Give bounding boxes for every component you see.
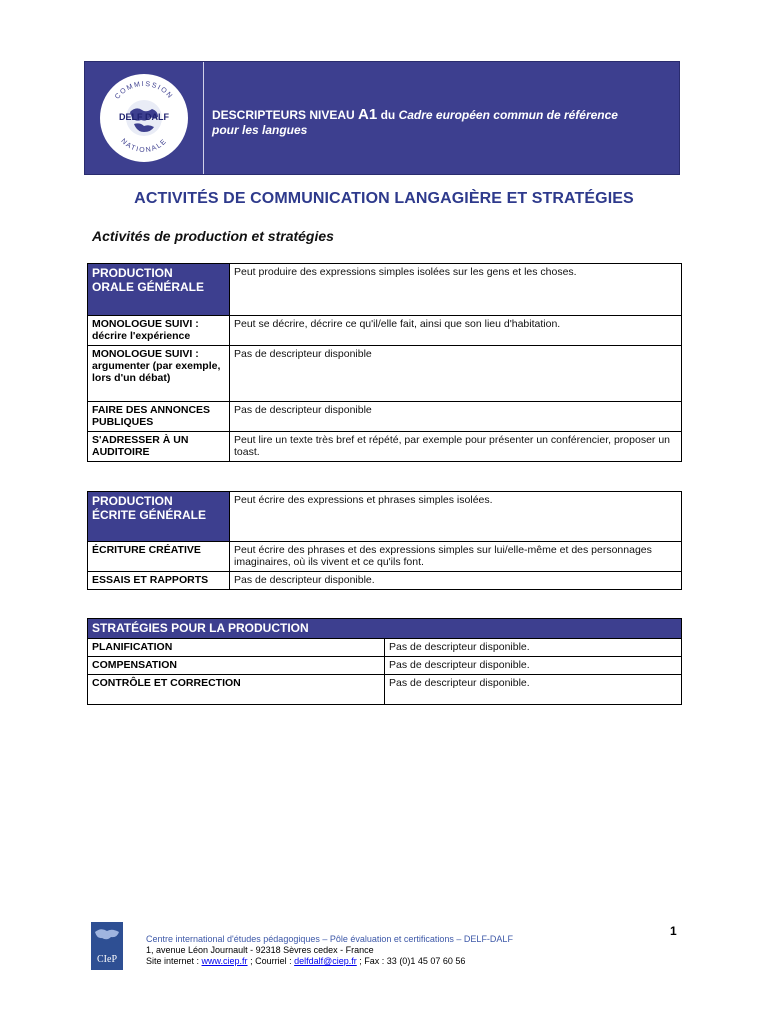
table-row: [88, 639, 682, 657]
table-head-desc: Peut produire des expressions simples isolées sur les gens et les choses.: [230, 264, 682, 316]
table-row: [88, 675, 682, 705]
row-desc: Pas de descripteur disponible: [230, 402, 682, 432]
row-label: ESSAIS ET RAPPORTS: [88, 572, 230, 590]
table-head-row: [88, 619, 682, 639]
row-desc: Pas de descripteur disponible.: [385, 639, 682, 657]
table-row: [88, 542, 682, 572]
svg-text:CIeP: CIeP: [97, 954, 117, 965]
svg-text:NATIONALE: NATIONALE: [119, 137, 169, 155]
table-row: [88, 346, 682, 402]
table-head-label: PRODUCTION ÉCRITE GÉNÉRALE: [88, 492, 230, 542]
footer-email-link[interactable]: delfdalf@ciep.fr: [294, 956, 357, 966]
footer-contact: Site internet : www.ciep.fr ; Courriel : delfdalf@ciep.fr ; Fax : 33 (0)1 45 07 60 56: [146, 956, 466, 966]
table-head-desc: Peut écrire des expressions et phrases simples isolées.: [230, 492, 682, 542]
footer-address: 1, avenue Léon Journault - 92318 Sèvres cedex - France: [146, 945, 374, 955]
row-label: MONOLOGUE SUIVI : argumenter (par exemple, lors d'un débat): [88, 346, 230, 402]
delf-dalf-logo: [100, 74, 188, 162]
row-desc: Peut écrire des phrases et des expressions simples sur lui/elle-même et des personnages imaginaires, où ils vivent et ce qu'ils font.: [230, 542, 682, 572]
table-row: [88, 402, 682, 432]
ciep-logo: [91, 922, 123, 970]
header-level: A1: [358, 106, 378, 123]
row-desc: Peut se décrire, décrire ce qu'il/elle fait, ainsi que son lieu d'habitation.: [230, 316, 682, 346]
row-desc: Peut lire un texte très bref et répété, par exemple pour présenter un conférencier, proposer un toast.: [230, 432, 682, 462]
row-label: MONOLOGUE SUIVI : décrire l'expérience: [88, 316, 230, 346]
row-label: CONTRÔLE ET CORRECTION: [88, 675, 385, 705]
header-cadre: Cadre européen commun de référence: [398, 108, 618, 122]
row-desc: Pas de descripteur disponible.: [385, 657, 682, 675]
page-number: 1: [670, 924, 677, 938]
table-strategies: [87, 618, 682, 705]
logo-cell: [85, 62, 204, 174]
svg-text:COMMISSION: COMMISSION: [113, 80, 175, 101]
table-head-row: [88, 264, 682, 316]
table-production-ecrite: [87, 491, 682, 590]
ciep-logo-icon: [91, 922, 123, 970]
row-label: PLANIFICATION: [88, 639, 385, 657]
row-label: S'ADRESSER À UN AUDITOIRE: [88, 432, 230, 462]
section-subtitle: Activités de production et stratégies: [92, 228, 334, 244]
table-row: [88, 572, 682, 590]
table-production-orale: [87, 263, 682, 462]
header-descriptor-label: DESCRIPTEURS NIVEAU: [212, 108, 355, 122]
table-head-label: STRATÉGIES POUR LA PRODUCTION: [88, 619, 682, 639]
header-langues: pour les langues: [212, 123, 308, 137]
globe-icon: [102, 76, 186, 160]
row-label: ÉCRITURE CRÉATIVE: [88, 542, 230, 572]
row-desc: Pas de descripteur disponible: [230, 346, 682, 402]
table-head-label: PRODUCTION ORALE GÉNÉRALE: [88, 264, 230, 316]
table-row: [88, 432, 682, 462]
svg-text:DELF DALF: DELF DALF: [119, 112, 169, 122]
row-desc: Pas de descripteur disponible.: [230, 572, 682, 590]
footer-site-link[interactable]: www.ciep.fr: [201, 956, 248, 966]
document-header: [84, 61, 680, 175]
table-row: [88, 657, 682, 675]
header-du: du: [380, 108, 396, 122]
footer-text: [146, 934, 513, 967]
table-head-row: [88, 492, 682, 542]
page-title: ACTIVITÉS DE COMMUNICATION LANGAGIÈRE ET STRATÉGIES: [134, 190, 634, 207]
footer-org: Centre international d'études pédagogiques – Pôle évaluation et certifications – DELF-DALF: [146, 934, 513, 944]
row-label: COMPENSATION: [88, 657, 385, 675]
row-label: FAIRE DES ANNONCES PUBLIQUES: [88, 402, 230, 432]
table-row: [88, 316, 682, 346]
header-title: [204, 62, 618, 174]
row-desc: Pas de descripteur disponible.: [385, 675, 682, 705]
